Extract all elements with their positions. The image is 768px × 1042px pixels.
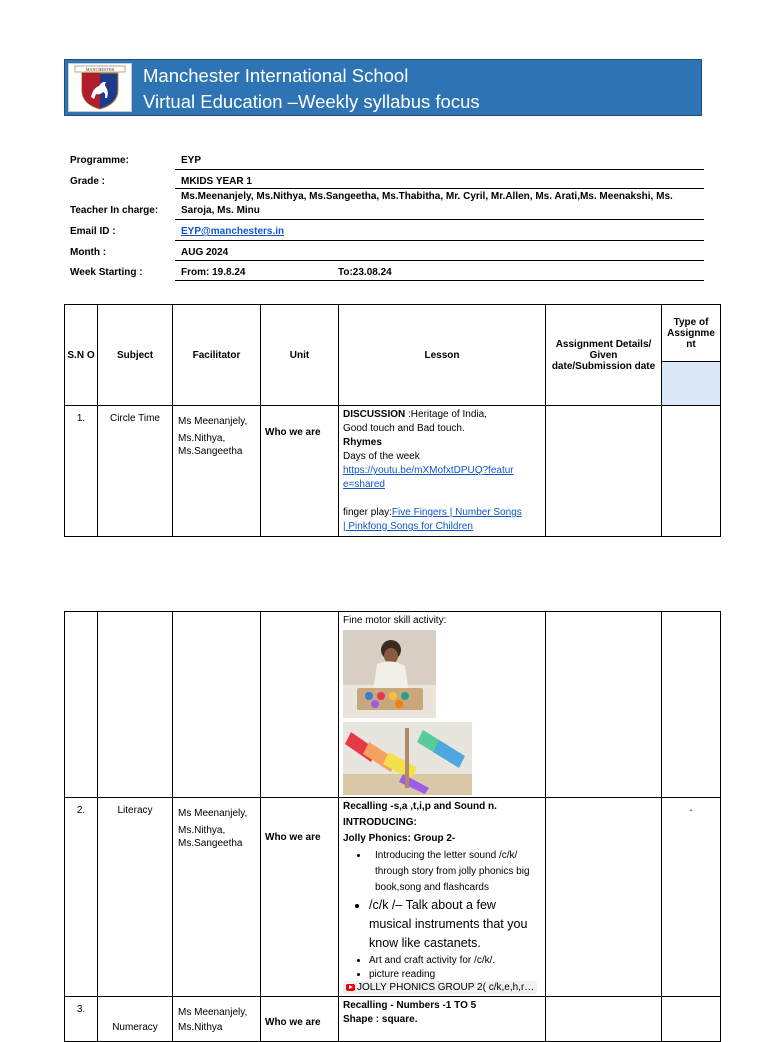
lesson-bullet: • /c/k /– Talk about a few musical instruments that you know like castanets.	[369, 896, 541, 953]
facilitator-name: Ms.Nithya,	[178, 825, 226, 836]
email-label: Email ID :	[70, 226, 116, 237]
row3-subject: Numeracy	[98, 997, 173, 1042]
row2-facilitator	[173, 798, 261, 997]
row1-subject: Circle Time	[98, 406, 173, 537]
video-link-line: https://youtu.be/mXMofxtDPUQ?featur	[343, 465, 514, 476]
finger-play-label: finger play:	[343, 507, 392, 518]
youtube-video-chip[interactable]	[343, 981, 537, 994]
row2-assignment	[546, 798, 662, 997]
school-name: Manchester International School	[143, 65, 409, 86]
row2-type: -	[662, 798, 721, 997]
week-label: Week Starting :	[70, 267, 143, 278]
teacher-label: Teacher In charge:	[70, 205, 159, 216]
jolly-phonics-label: Jolly Phonics: Group 2-	[343, 833, 456, 844]
touch-text: Good touch and Bad touch.	[343, 423, 465, 434]
discussion-label: DISCUSSION	[343, 409, 406, 420]
teacher-value-line2: Saroja, Ms. Minu	[181, 205, 260, 216]
divider	[175, 260, 704, 261]
row2-lesson	[339, 798, 546, 997]
header-subject: Subject	[98, 305, 173, 406]
school-crest-icon	[69, 64, 131, 111]
recall-text: Recalling -s,a ,t,i,p and Sound n.	[343, 801, 497, 812]
video-link-line: e=shared	[343, 479, 385, 490]
row1-lesson	[339, 406, 546, 537]
youtube-video-title: JOLLY PHONICS GROUP 2( c/k,e,h,r…	[357, 982, 535, 993]
row1b-facilitator	[173, 612, 261, 798]
divider	[175, 169, 704, 170]
row1b-unit	[261, 612, 339, 798]
grade-label: Grade :	[70, 176, 106, 187]
row1b-type	[662, 612, 721, 798]
facilitator-name: Ms.Sangeetha	[178, 446, 243, 457]
row1-unit: Who we are	[261, 406, 339, 537]
programme-label: Programme:	[70, 155, 129, 166]
shape-text: Shape : square.	[343, 1014, 418, 1025]
fine-motor-label: Fine motor skill activity:	[343, 615, 447, 626]
divider	[175, 219, 704, 220]
week-from: From: 19.8.24	[181, 267, 246, 278]
logo-banner-text: MANCHESTER	[85, 66, 115, 72]
row1-facilitator	[173, 406, 261, 537]
facilitator-name: Ms.Nithya,	[178, 433, 226, 444]
facilitator-name: Ms.Sangeetha	[178, 838, 243, 849]
row1b-assignment	[546, 612, 662, 798]
email-link[interactable]: EYP@manchesters.in	[181, 226, 285, 237]
school-logo	[68, 63, 132, 112]
header-type-sub	[662, 362, 721, 406]
finger-play-link[interactable]: Five Fingers | Number Songs	[391, 507, 522, 518]
programme-value: EYP	[181, 155, 202, 166]
row1b-lesson	[339, 612, 546, 798]
header-sno: S.N O	[65, 305, 98, 406]
row3-type	[662, 997, 721, 1042]
divider	[175, 280, 704, 281]
finger-play-link-line2[interactable]: | Pinkfong Songs for Children	[343, 521, 473, 532]
week-to: To:23.08.24	[338, 267, 392, 278]
fine-motor-photo-child	[343, 630, 436, 718]
row2-unit: Who we are	[261, 798, 339, 997]
row3-sno: 3.	[65, 997, 98, 1042]
facilitator-name: Ms Meenanjely,	[178, 1007, 248, 1018]
row1-sno: 1.	[65, 406, 98, 537]
page-subtitle: Virtual Education –Weekly syllabus focus	[143, 91, 480, 112]
days-text: Days of the week	[343, 451, 420, 462]
header-facilitator: Facilitator	[173, 305, 261, 406]
row3-unit: Who we are	[261, 997, 339, 1042]
row3-facilitator	[173, 997, 261, 1042]
row1-assignment	[546, 406, 662, 537]
video-link-days[interactable]	[343, 464, 541, 492]
email-value-wrap	[181, 226, 284, 237]
recall-text: Recalling - Numbers -1 TO 5	[343, 1000, 477, 1011]
facilitator-name: Ms.Nithya	[178, 1022, 223, 1033]
discussion-text: :Heritage of India,	[405, 409, 487, 420]
facilitator-name: Ms Meenanjely,	[178, 416, 248, 427]
lesson-bullet: • Art and craft activity for /c/k/.	[369, 953, 541, 969]
divider	[175, 240, 704, 241]
header-assignment: Assignment Details/ Given date/Submission date	[546, 305, 662, 406]
rhymes-label: Rhymes	[343, 437, 382, 448]
row1-type	[662, 406, 721, 537]
row1b-sno	[65, 612, 98, 798]
fine-motor-photo-colors	[343, 722, 472, 795]
introducing-label: INTRODUCING:	[343, 817, 417, 828]
syllabus-table-page1	[64, 304, 721, 537]
month-label: Month :	[70, 247, 107, 258]
row2-subject: Literacy	[98, 798, 173, 997]
header-type: Type of Assignme nt	[662, 305, 721, 362]
row3-assignment	[546, 997, 662, 1042]
row1b-subject	[98, 612, 173, 798]
header-banner	[64, 59, 702, 116]
grade-value: MKIDS YEAR 1	[181, 176, 252, 187]
row2-sno: 2.	[65, 798, 98, 997]
divider	[175, 188, 704, 189]
row3-lesson	[339, 997, 546, 1042]
lesson-bullet: • Introducing the letter sound /c/k/ through story from jolly phonics big book,song and flashcards	[369, 848, 541, 896]
month-value: AUG 2024	[181, 247, 229, 258]
teacher-value-line1: Ms.Meenanjely, Ms.Nithya, Ms.Sangeetha, Ms.Thabitha, Mr. Cyril, Mr.Allen, Ms. Arati,Ms. Meenakshi, Ms.	[181, 191, 673, 202]
lesson-bullet: • picture reading	[369, 969, 541, 981]
syllabus-table-page2	[64, 611, 721, 1042]
youtube-icon	[346, 984, 355, 991]
header-lesson: Lesson	[339, 305, 546, 406]
header-unit: Unit	[261, 305, 339, 406]
facilitator-name: Ms Meenanjely,	[178, 808, 248, 819]
